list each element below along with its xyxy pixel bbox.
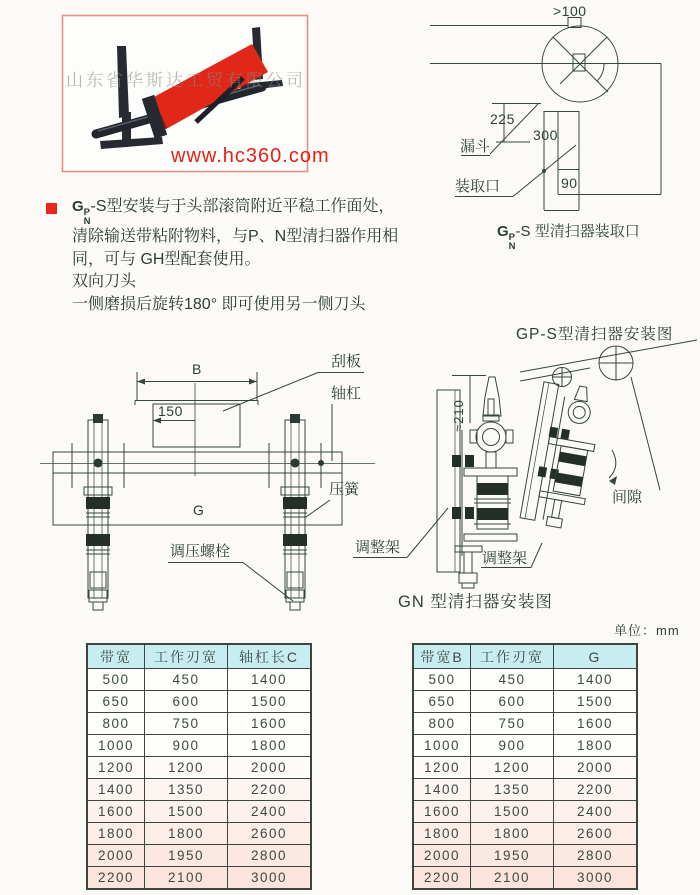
table-row (87, 713, 311, 735)
column-header: 轴杠长C (228, 644, 312, 669)
table-row (87, 779, 311, 801)
dim-label-210: ≈210 (451, 399, 466, 432)
table-cell: 500 (87, 669, 145, 691)
table-cell: 650 (413, 691, 471, 713)
table-cell: 600 (145, 691, 228, 713)
column-header: 工作刃宽 (471, 644, 554, 669)
table-cell: 800 (87, 713, 145, 735)
table-cell: 1500 (228, 691, 312, 713)
spec-table-right (412, 643, 638, 890)
column-header: 工作刃宽 (145, 644, 228, 669)
table-cell: 1800 (413, 823, 471, 845)
model-sup: P (83, 207, 91, 218)
column-header: G (554, 644, 638, 669)
caption-text: -S 型清扫器装取口 (515, 223, 640, 240)
pressure-spring-label: 压簧 (329, 481, 360, 498)
table-cell: 1400 (554, 669, 638, 691)
table-cell: 2400 (554, 801, 638, 823)
table-row (413, 801, 637, 823)
table-cell: 900 (471, 735, 554, 757)
table-row (413, 713, 637, 735)
dim-label-90: 90 (561, 175, 578, 191)
model-code: G (72, 198, 84, 215)
table-cell: 2100 (145, 867, 228, 890)
table-cell: 500 (413, 669, 471, 691)
scraper-blade-label: 刮板 (331, 353, 362, 370)
table-cell: 450 (471, 669, 554, 691)
table-cell: 2000 (413, 845, 471, 867)
spring-bolt-assembly (72, 414, 124, 610)
table-row (87, 735, 311, 757)
table-cell: 450 (145, 669, 228, 691)
opening-label: 装取口 (455, 178, 501, 195)
table-cell: 750 (145, 713, 228, 735)
dim-label-300: 300 (533, 127, 558, 143)
header-row (87, 644, 311, 669)
table-cell: 3000 (228, 867, 312, 890)
dim-label-150: 150 (158, 403, 183, 419)
table-row (87, 757, 311, 779)
table-cell: 1400 (228, 669, 312, 691)
unit-note: 单位：mm (614, 623, 680, 638)
table-cell: 1000 (87, 735, 145, 757)
table-row (413, 779, 637, 801)
table-cell: 1200 (471, 757, 554, 779)
table-cell: 2200 (554, 779, 638, 801)
gps-diagram-title: GP-S型清扫器安装图 (516, 326, 674, 343)
table-cell: 2400 (228, 801, 312, 823)
table-cell: 1800 (554, 735, 638, 757)
table-row (413, 691, 637, 713)
dim-label-gt100: >100 (553, 3, 587, 19)
intro-line-3: 同，可与 GH型配套使用。 (72, 250, 261, 268)
table-row (413, 845, 637, 867)
table-cell: 1950 (471, 845, 554, 867)
spec-table (86, 643, 312, 890)
table-cell: 900 (145, 735, 228, 757)
table-row (87, 669, 311, 691)
photo-url-text: www.hc360.com (171, 145, 330, 167)
adjust-frame-label-right: 调整架 (482, 550, 528, 567)
table-cell: 2600 (554, 823, 638, 845)
column-header: 带宽 (87, 644, 145, 669)
table-cell: 800 (413, 713, 471, 735)
intro-text: -S型安装与于头部滚筒附近平稳工作面处， (90, 198, 395, 215)
table-cell: 1600 (228, 713, 312, 735)
table-cell: 1600 (554, 713, 638, 735)
column-header: 带宽B (413, 644, 471, 669)
table-cell: 1200 (145, 757, 228, 779)
table-cell: 1600 (87, 801, 145, 823)
dim-label-b: B (192, 361, 202, 377)
table-cell: 1950 (145, 845, 228, 867)
model-sup: P (508, 232, 516, 243)
spec-table (412, 643, 638, 890)
table-cell: 2000 (554, 757, 638, 779)
adjust-bolt-label: 调压螺栓 (170, 543, 231, 560)
table-row (413, 757, 637, 779)
shaft-bar-label: 轴杠 (331, 385, 362, 402)
table-cell: 1800 (471, 823, 554, 845)
table-cell: 2200 (413, 867, 471, 890)
front-view-diagram (40, 372, 375, 610)
table-cell: 1800 (145, 823, 228, 845)
table-row (87, 845, 311, 867)
table-cell: 2800 (228, 845, 312, 867)
dim-label-225: 225 (490, 111, 515, 127)
table-cell: 1500 (145, 801, 228, 823)
table-cell: 2200 (87, 867, 145, 890)
dim-label-g: G (193, 502, 205, 518)
table-row (87, 823, 311, 845)
table-cell: 650 (87, 691, 145, 713)
model-sub: N (83, 215, 91, 227)
table-cell: 2200 (228, 779, 312, 801)
table-cell: 1200 (413, 757, 471, 779)
intro-line-2: 清除输送带粘附物料，与P、N型清扫器作用相 (72, 228, 399, 245)
intro-line-1 (72, 196, 472, 226)
access-diagram-caption (497, 224, 640, 251)
table-cell: 2000 (228, 757, 312, 779)
table-cell: 2600 (228, 823, 312, 845)
gap-label: 间隙 (612, 489, 643, 506)
table-cell: 1400 (87, 779, 145, 801)
hopper-label: 漏斗 (460, 138, 491, 155)
intro-line-5: 一侧磨损后旋转180° 即可使用另一侧刀头 (72, 295, 366, 313)
intro-paragraph (72, 196, 472, 316)
spec-table-left (86, 643, 312, 890)
table-cell: 1500 (471, 801, 554, 823)
table-cell: 3000 (554, 867, 638, 890)
table-cell: 1200 (87, 757, 145, 779)
table-cell: 600 (471, 691, 554, 713)
table-cell: 2100 (471, 867, 554, 890)
table-row (413, 823, 637, 845)
bullet-marker (46, 203, 57, 214)
header-row (413, 644, 637, 669)
model-sub: N (508, 240, 516, 252)
table-row (413, 669, 637, 691)
table-cell: 1800 (228, 735, 312, 757)
gn-diagram-caption: GN 型清扫器安装图 (398, 593, 553, 611)
table-cell: 1600 (413, 801, 471, 823)
table-cell: 1350 (145, 779, 228, 801)
table-row (87, 691, 311, 713)
table-cell: 1800 (87, 823, 145, 845)
table-cell: 1400 (413, 779, 471, 801)
table-cell: 750 (471, 713, 554, 735)
table-row (87, 867, 311, 890)
model-code: G (497, 223, 509, 240)
table-row (413, 735, 637, 757)
table-cell: 1500 (554, 691, 638, 713)
table-row (413, 867, 637, 890)
table-cell: 1350 (471, 779, 554, 801)
table-cell: 1000 (413, 735, 471, 757)
table-row (87, 801, 311, 823)
photo-watermark: 山东省华斯达工贸有限公司 (66, 71, 306, 90)
gps-install-diagram (520, 340, 697, 531)
adjust-frame-label-left: 调整架 (355, 539, 401, 556)
table-cell: 2800 (554, 845, 638, 867)
intro-line-4: 双向刀头 (72, 273, 137, 291)
table-cell: 2000 (87, 845, 145, 867)
